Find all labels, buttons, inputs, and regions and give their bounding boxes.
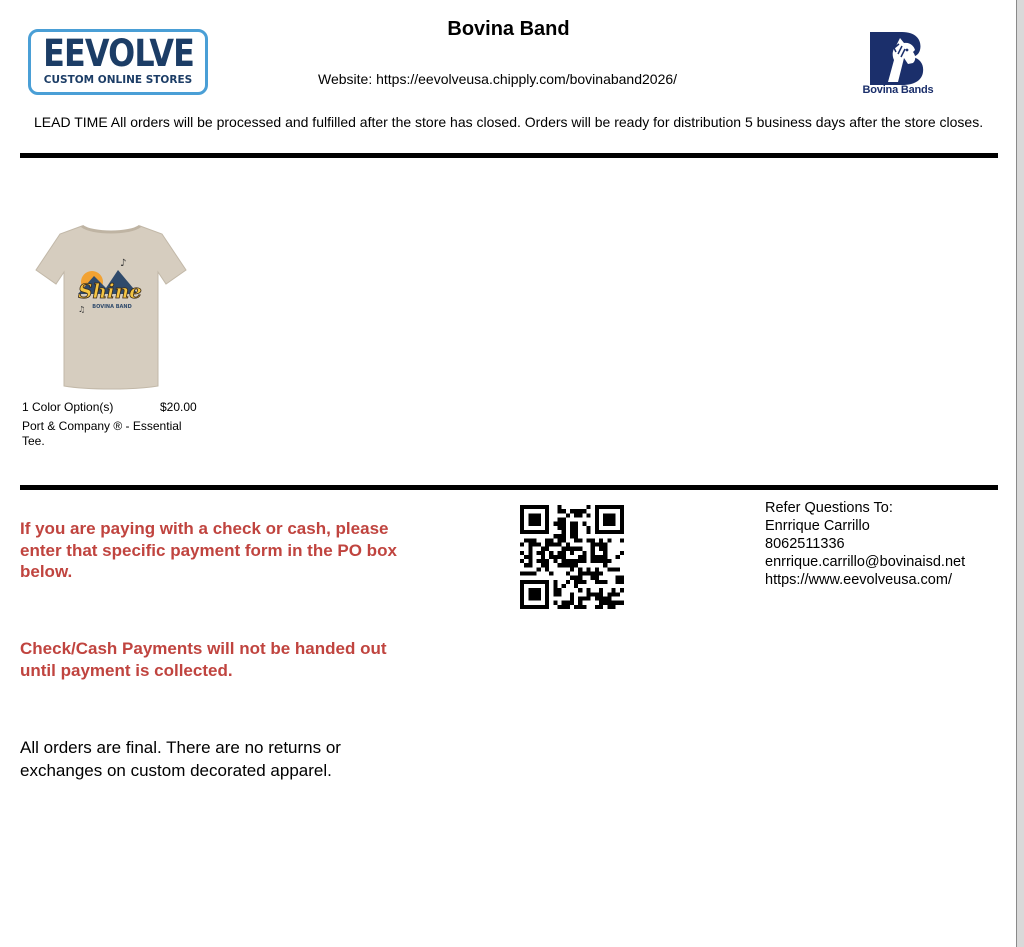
contact-phone[interactable]: 8062511336 [765,536,845,552]
product-price: $20.00 [160,400,197,414]
store-website[interactable]: Website: https://eevolveusa.chipply.com/bovinaband2026/ [318,71,678,87]
eevolve-logo-word: EEVOLVE [43,32,195,75]
bovina-band-logo-caption: Bovina Bands [862,84,934,96]
payment-form-notice: If you are paying with a check or cash, please enter that specific payment form in the PO box below. [20,519,397,581]
product-color-options: 1 Color Option(s) [22,400,114,414]
contact-block [765,499,965,589]
products-divider [20,485,998,490]
header-divider [20,153,998,158]
tshirt-print-subtext: BOVINA BAND [92,304,132,310]
contact-name: Enrrique Carrillo [765,518,870,534]
bovina-band-logo [858,30,938,102]
lead-time-notice: LEAD TIME All orders will be processed and fulfilled after the store has closed. Orders will be ready for distribution 5 business days after the store closes. [34,114,984,130]
payment-collection-notice: Check/Cash Payments will not be handed out until payment is collected. [20,639,387,680]
product-name[interactable]: Port & Company ® - Essential Tee. [22,419,182,448]
contact-email[interactable]: enrrique.carrillo@bovinaisd.net [765,554,966,570]
eevolve-logo-tagline: CUSTOM ONLINE STORES [43,74,193,86]
final-sale-notice: All orders are final. There are no returns or exchanges on custom decorated apparel. [20,738,341,780]
contact-url[interactable]: https://www.eevolveusa.com/ [765,572,952,588]
svg-text:♫: ♫ [78,305,86,314]
store-title: Bovina Band [447,18,570,40]
tshirt-image[interactable] [34,220,189,390]
page-edge-line [1016,0,1017,947]
contact-heading: Refer Questions To: [765,500,893,516]
svg-text:♪: ♪ [120,258,127,269]
page-edge-shadow [1017,0,1024,947]
bovina-b-mustang-icon [858,30,938,86]
tshirt-print-text: Shine [78,279,142,303]
qr-code-icon[interactable] [520,505,624,609]
